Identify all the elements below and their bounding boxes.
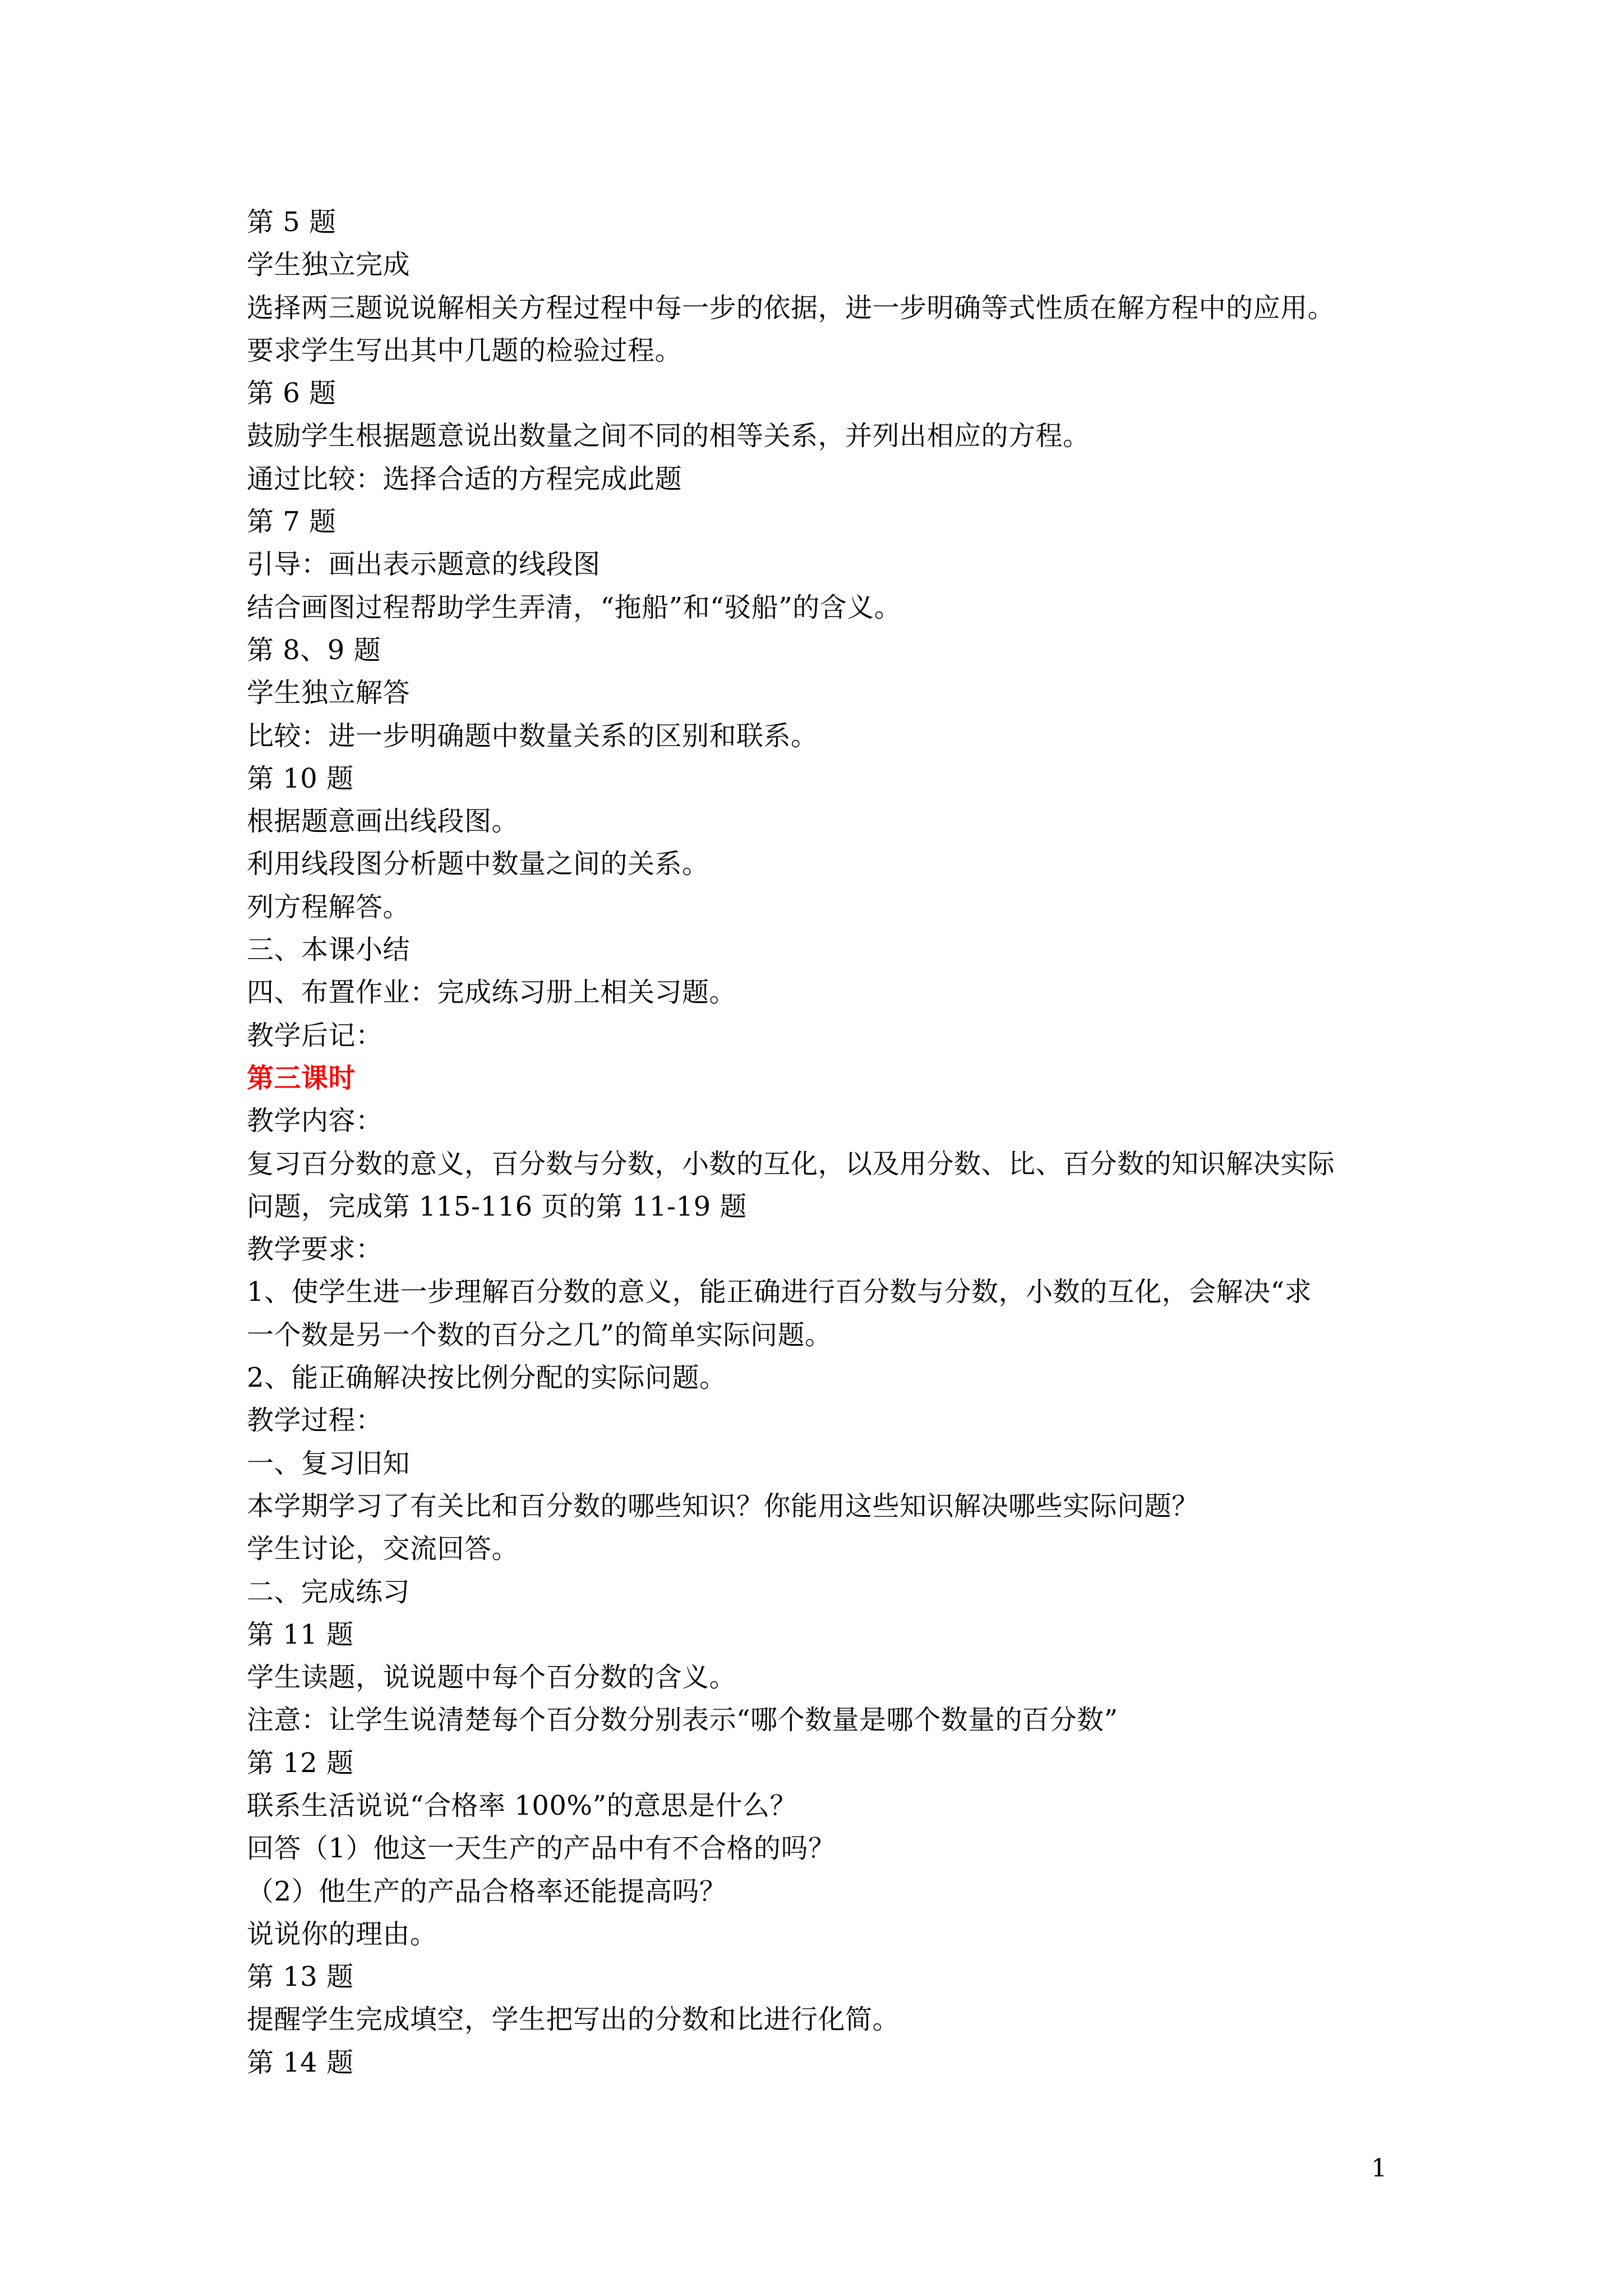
text-line: 鼓励学生根据题意说出数量之间不同的相等关系，并列出相应的方程。: [247, 420, 1090, 452]
text-line: 通过比较：选择合适的方程完成此题: [247, 463, 683, 495]
text-line: 第 14 题: [247, 2046, 354, 2078]
page-number: 1: [1371, 2154, 1387, 2183]
text-line: （2）他生产的产品合格率还能提高吗？: [247, 1875, 727, 1907]
text-line: 要求学生写出其中几题的检验过程。: [247, 334, 683, 366]
text-line: 第 6 题: [247, 378, 336, 409]
text-line: 2、能正确解决按比例分配的实际问题。: [247, 1362, 727, 1394]
text-line: 引导：画出表示题意的线段图: [247, 549, 601, 581]
text-line: 第 13 题: [247, 1961, 354, 1993]
text-line: 复习百分数的意义，百分数与分数，小数的互化，以及用分数、比、百分数的知识解决实际: [247, 1148, 1335, 1180]
text-line: 学生独立完成: [247, 249, 411, 281]
text-line: 第 11 题: [247, 1618, 354, 1650]
text-line: 根据题意画出线段图。: [247, 806, 519, 838]
text-line: 1、使学生进一步理解百分数的意义，能正确进行百分数与分数，小数的互化，会解决“求: [247, 1276, 1312, 1308]
text-line: 联系生活说说“合格率 100%”的意思是什么？: [247, 1789, 797, 1821]
text-line: 学生读题，说说题中每个百分数的含义。: [247, 1662, 737, 1694]
text-line: 问题，完成第 115-116 页的第 11-19 题: [247, 1190, 747, 1222]
text-line: 第 5 题: [247, 206, 336, 238]
text-line: 列方程解答。: [247, 891, 411, 923]
text-line: 教学后记：: [247, 1019, 383, 1051]
text-line: 学生独立解答: [247, 677, 411, 709]
text-line: 注意：让学生说清楚每个百分数分别表示“哪个数量是哪个数量的百分数”: [247, 1704, 1118, 1736]
text-line: 二、完成练习: [247, 1576, 411, 1608]
document-body: [247, 201, 1396, 2084]
text-line: 利用线段图分析题中数量之间的关系。: [247, 848, 709, 880]
text-line: 结合画图过程帮助学生弄清，“拖船”和“驳船”的含义。: [247, 591, 902, 623]
section-heading: 第三课时: [247, 1062, 356, 1094]
text-line: 教学要求：: [247, 1234, 383, 1266]
text-line: 第 12 题: [247, 1747, 354, 1779]
text-line: 回答（1）他这一天生产的产品中有不合格的吗？: [247, 1833, 836, 1865]
text-line: 教学内容：: [247, 1105, 383, 1137]
text-line: 选择两三题说说解相关方程过程中每一步的依据，进一步明确等式性质在解方程中的应用。: [247, 292, 1335, 324]
text-line: 提醒学生完成填空，学生把写出的分数和比进行化简。: [247, 2004, 900, 2036]
text-line: 教学过程：: [247, 1405, 383, 1437]
text-line: 第 7 题: [247, 506, 336, 538]
text-line: 第 10 题: [247, 762, 354, 794]
text-line: 学生讨论，交流回答。: [247, 1533, 519, 1565]
text-line: 比较：进一步明确题中数量关系的区别和联系。: [247, 720, 818, 752]
text-line: 一个数是另一个数的百分之几”的简单实际问题。: [247, 1319, 832, 1351]
text-line: 说说你的理由。: [247, 1918, 437, 1950]
text-line: 四、布置作业：完成练习册上相关习题。: [247, 977, 737, 1009]
text-line: 三、本课小结: [247, 934, 411, 966]
text-line: 第 8、9 题: [247, 634, 381, 666]
text-line: 本学期学习了有关比和百分数的哪些知识？你能用这些知识解决哪些实际问题？: [247, 1490, 1199, 1522]
text-line: 一、复习旧知: [247, 1447, 411, 1479]
